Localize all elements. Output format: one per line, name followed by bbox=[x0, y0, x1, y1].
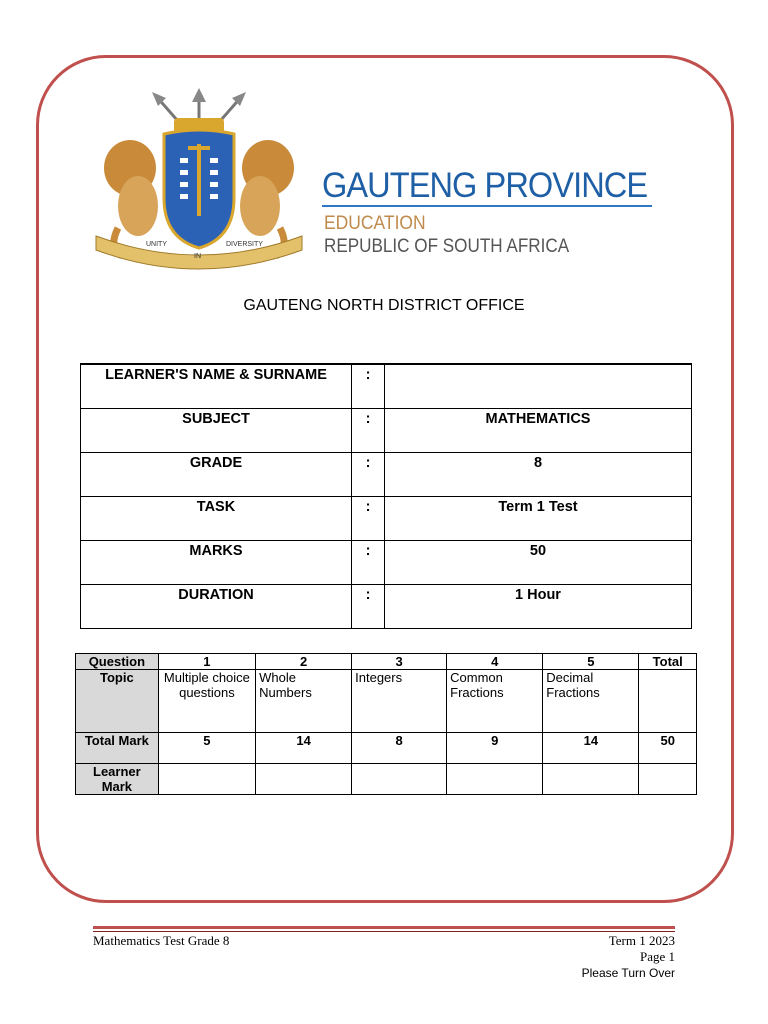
country-name: REPUBLIC OF SOUTH AFRICA bbox=[324, 236, 570, 257]
question-number: 3 bbox=[352, 654, 447, 670]
learner-mark-label: Learner Mark bbox=[76, 764, 159, 795]
province-divider bbox=[322, 205, 652, 207]
department-name: EDUCATION bbox=[324, 213, 426, 234]
motto-diversity: DIVERSITY bbox=[226, 241, 263, 248]
total-mark-value: 5 bbox=[158, 733, 255, 764]
learner-info-table bbox=[80, 363, 692, 629]
total-mark-value: 50 bbox=[639, 733, 697, 764]
marks-breakdown-table bbox=[75, 653, 697, 795]
info-value bbox=[385, 364, 692, 409]
info-separator: : bbox=[352, 409, 385, 453]
motto-unity: UNITY bbox=[146, 241, 167, 248]
learner-mark-cell bbox=[639, 764, 697, 795]
question-number: 1 bbox=[158, 654, 255, 670]
info-separator: : bbox=[352, 585, 385, 629]
learner-mark-cell bbox=[352, 764, 447, 795]
coat-of-arms-logo bbox=[88, 88, 310, 270]
question-number: 4 bbox=[447, 654, 543, 670]
info-label: SUBJECT bbox=[81, 409, 352, 453]
question-number: 5 bbox=[543, 654, 639, 670]
info-row bbox=[81, 541, 692, 585]
info-label: DURATION bbox=[81, 585, 352, 629]
marks-row bbox=[76, 654, 697, 670]
learner-mark-cell bbox=[447, 764, 543, 795]
info-value: 8 bbox=[385, 453, 692, 497]
info-value: 1 Hour bbox=[385, 585, 692, 629]
footer-term: Term 1 2023 bbox=[608, 933, 675, 948]
question-number: 2 bbox=[256, 654, 352, 670]
learner-mark-cell bbox=[543, 764, 639, 795]
footer-page-number: Page 1 bbox=[639, 949, 675, 964]
question-topic: Multiple choice questions bbox=[158, 670, 255, 733]
info-value: Term 1 Test bbox=[385, 497, 692, 541]
info-separator: : bbox=[352, 541, 385, 585]
marks-row bbox=[76, 670, 697, 733]
question-number: Total bbox=[639, 654, 697, 670]
info-row bbox=[81, 364, 692, 409]
motto-in: IN bbox=[194, 253, 201, 260]
info-value: 50 bbox=[385, 541, 692, 585]
province-title: GAUTENG PROVINCE bbox=[322, 166, 648, 205]
total-mark-label: Total Mark bbox=[76, 733, 159, 764]
info-label: MARKS bbox=[81, 541, 352, 585]
info-label: TASK bbox=[81, 497, 352, 541]
total-mark-value: 9 bbox=[447, 733, 543, 764]
question-header-label: Question bbox=[76, 654, 159, 670]
footer-divider bbox=[93, 926, 675, 929]
info-row bbox=[81, 585, 692, 629]
question-topic: Decimal Fractions bbox=[543, 670, 639, 733]
footer-divider-thin bbox=[93, 931, 675, 932]
footer-turn-over: Please Turn Over bbox=[581, 966, 675, 980]
info-row bbox=[81, 409, 692, 453]
question-topic: Whole Numbers bbox=[256, 670, 352, 733]
question-topic bbox=[639, 670, 697, 733]
info-separator: : bbox=[352, 497, 385, 541]
info-row bbox=[81, 453, 692, 497]
learner-mark-cell bbox=[158, 764, 255, 795]
info-label: GRADE bbox=[81, 453, 352, 497]
info-separator: : bbox=[352, 364, 385, 409]
question-topic: Common Fractions bbox=[447, 670, 543, 733]
info-separator: : bbox=[352, 453, 385, 497]
learner-mark-cell bbox=[256, 764, 352, 795]
info-label: LEARNER'S NAME & SURNAME bbox=[81, 364, 352, 409]
info-value: MATHEMATICS bbox=[385, 409, 692, 453]
info-row bbox=[81, 497, 692, 541]
total-mark-value: 14 bbox=[256, 733, 352, 764]
marks-row bbox=[76, 733, 697, 764]
topic-header-label: Topic bbox=[76, 670, 159, 733]
question-topic: Integers bbox=[352, 670, 447, 733]
footer-page-info bbox=[582, 933, 675, 981]
district-office-title: GAUTENG NORTH DISTRICT OFFICE bbox=[243, 297, 525, 314]
total-mark-value: 14 bbox=[543, 733, 639, 764]
marks-row bbox=[76, 764, 697, 795]
total-mark-value: 8 bbox=[352, 733, 447, 764]
footer-test-title: Mathematics Test Grade 8 bbox=[93, 933, 230, 948]
